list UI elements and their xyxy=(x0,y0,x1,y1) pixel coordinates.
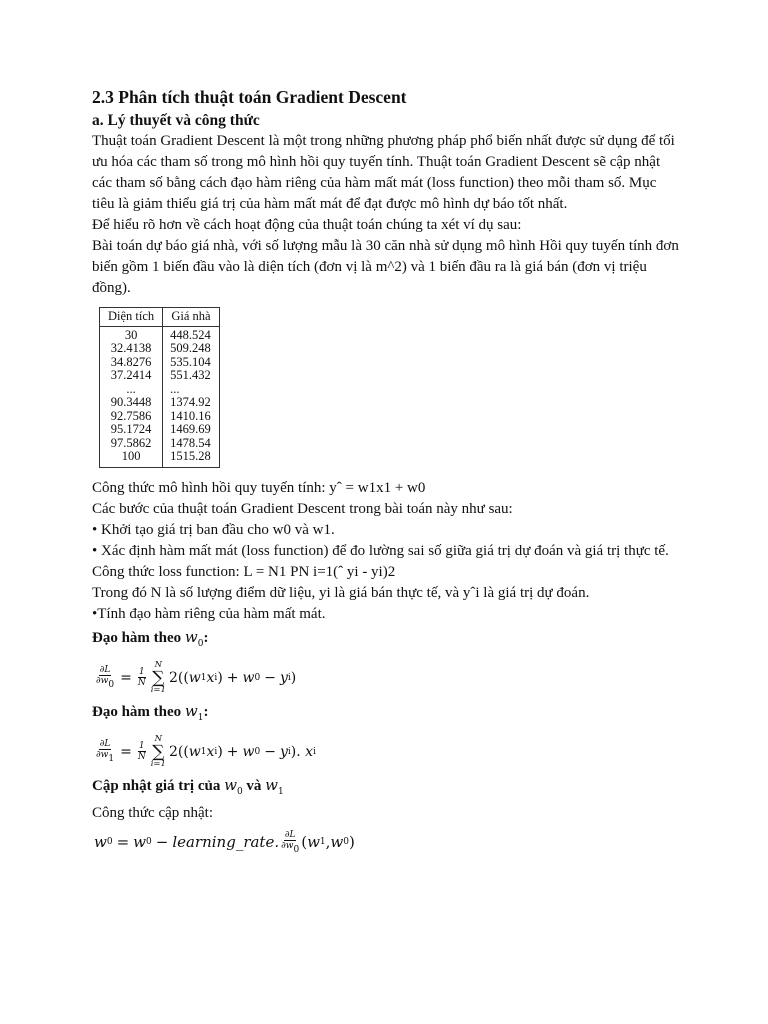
table-cell-price: 1469.69 xyxy=(163,423,220,437)
table-row xyxy=(100,356,220,370)
loss-formula: Công thức loss function: L = N1 PN i=1(ˆ yi - yi)2 xyxy=(92,563,396,580)
table-cell-price: 448.524 xyxy=(163,326,220,342)
table-row xyxy=(100,450,220,467)
table-cell-price: 551.432 xyxy=(163,369,220,383)
table-cell-price: 535.104 xyxy=(163,356,220,370)
table-row xyxy=(100,342,220,356)
table-row xyxy=(100,396,220,410)
table-cell-area: 95.1724 xyxy=(110,422,152,436)
problem-paragraph: Bài toán dự báo giá nhà, với số lượng mẫu là 30 căn nhà sử dụng mô hình Hồi quy tuyến tính đơn biến gồm 1 biến đầu vào là diện tích (đơn vị là m^2) và 1 biến đầu ra là giá bán (đơn vị triệu đồng). xyxy=(92,238,679,296)
step-2: • Xác định hàm mất mát (loss function) để đo lường sai số giữa giá trị dự đoán và giá trị thực tế. xyxy=(92,542,669,559)
table-cell-area: 92.7586 xyxy=(110,408,152,423)
table-cell-price: 1410.16 xyxy=(163,410,220,424)
table-cell-price: 1515.28 xyxy=(163,450,220,467)
update-lead: Công thức cập nhật: xyxy=(92,804,214,821)
steps-lead: Các bước của thuật toán Gradient Descent trong bài toán này như sau: xyxy=(92,500,513,517)
table-body xyxy=(100,326,220,467)
table-cell-price: ... xyxy=(163,383,220,397)
table-cell-price: 1478.54 xyxy=(163,437,220,451)
deriv-w1-heading: Đạo hàm theo $w_1$: xyxy=(92,701,209,723)
table-cell-area: 100 xyxy=(121,449,141,463)
table-row xyxy=(100,383,220,397)
table-header-row xyxy=(100,308,220,327)
update-equation: w 0 = w 0 − learning_rate. $\frac{\partial L}{\partial w_0}$ ( w 1 , w 0 ) xyxy=(94,829,355,855)
deriv-w0-equation: $\frac{\partial L}{\partial w_0}$ = $\frac{1}{N}$ N ∑ i=1 2(( w 1 x i ) + w 0 − y i ) xyxy=(96,659,297,695)
example-lead: Để hiểu rõ hơn về cách hoạt động của thuật toán chúng ta xét ví dụ sau: xyxy=(92,217,522,233)
data-table-wrap xyxy=(99,307,682,468)
section-subtitle: a. Lý thuyết và công thức xyxy=(92,112,260,129)
where-paragraph: Trong đó N là số lượng điểm dữ liệu, yi là giá bán thực tế, và yˆi là giá trị dự đoán. xyxy=(92,584,590,601)
table-cell-area: 37.2414 xyxy=(110,368,152,382)
table-header-price: Giá nhà xyxy=(163,308,220,327)
table-row xyxy=(100,423,220,437)
section-title: 2.3 Phân tích thuật toán Gradient Descent xyxy=(92,87,407,107)
deriv-w0-heading: Đạo hàm theo $w_0$: xyxy=(92,627,209,649)
table-header-area: Diện tích xyxy=(100,308,163,327)
model-formula: Công thức mô hình hồi quy tuyến tính: yˆ = w1x1 + w0 xyxy=(92,479,426,496)
table-cell-area: 32.4138 xyxy=(110,341,152,355)
table-row xyxy=(100,369,220,383)
table-cell-area: 34.8276 xyxy=(110,354,152,369)
table-row xyxy=(100,326,220,342)
deriv-w1-equation: $\frac{\partial L}{\partial w_1}$ = $\frac{1}{N}$ N ∑ i=1 2(( w 1 x i ) + w 0 − y i ) . x i xyxy=(96,733,316,769)
house-price-table xyxy=(99,307,220,468)
table-cell-area: 97.5862 xyxy=(110,435,152,450)
table-cell-area: 30 xyxy=(124,327,138,342)
intro-paragraph: Thuật toán Gradient Descent là một trong những phương pháp phổ biến nhất được sử dụng để tối ưu hóa các tham số trong mô hình hồi quy tuyến tính. Thuật toán Gradient Descent sẽ cập nhật các tham số bằng cách đạo hàm riêng của hàm mất mát (loss function) theo mỗi tham số. Mục tiêu là giảm thiểu giá trị của hàm mất mát để đạt được mô hình dự báo tốt nhất. xyxy=(92,133,675,212)
table-cell-area: 90.3448 xyxy=(110,395,152,409)
table-row xyxy=(100,437,220,451)
step-1: • Khởi tạo giá trị ban đầu cho w0 và w1. xyxy=(92,521,335,538)
table-cell-price: 1374.92 xyxy=(163,396,220,410)
table-row xyxy=(100,410,220,424)
update-heading: Cập nhật giá trị của $w_0$ và $w_1$ xyxy=(92,775,284,797)
table-cell-price: 509.248 xyxy=(163,342,220,356)
table-cell-area: ... xyxy=(126,381,136,396)
step-3: •Tính đạo hàm riêng của hàm mất mát. xyxy=(92,605,326,622)
document-content xyxy=(92,86,682,861)
